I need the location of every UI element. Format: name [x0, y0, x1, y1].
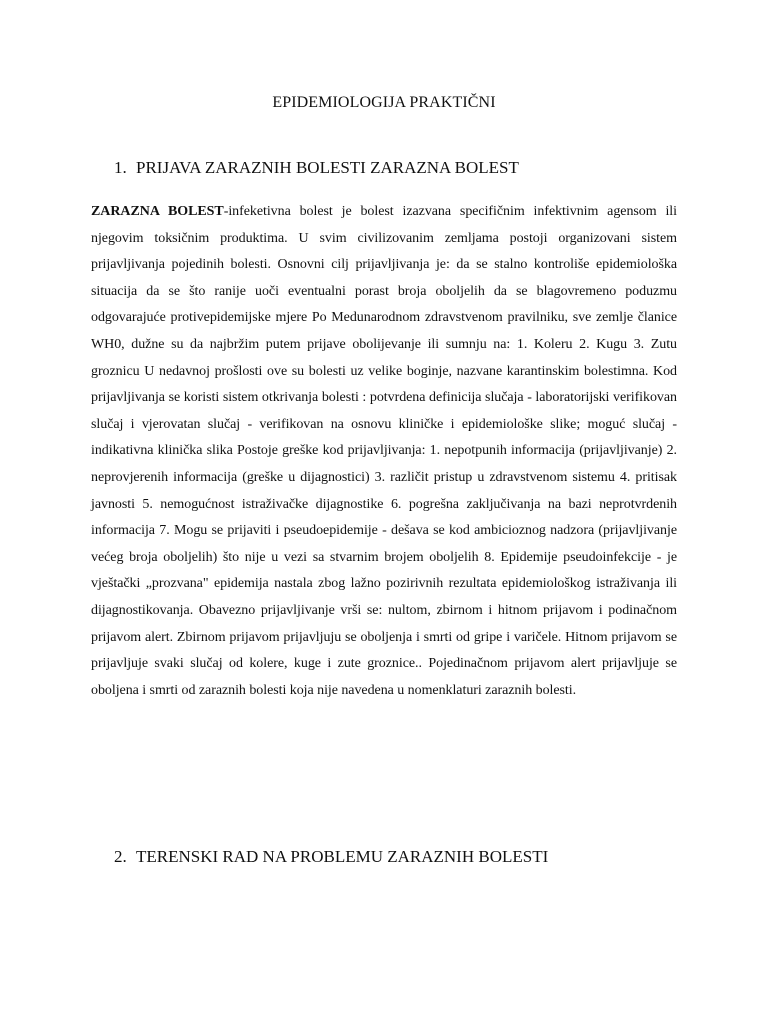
section-heading-2-text: TERENSKI RAD NA PROBLEMU ZARAZNIH BOLESTI — [136, 847, 549, 866]
lead-term: ZARAZNA BOLEST — [91, 204, 224, 219]
section-number-1: 1. — [114, 158, 127, 177]
section-heading-1 — [114, 158, 519, 178]
section-heading-1-text: PRIJAVA ZARAZNIH BOLESTI ZARAZNA BOLEST — [136, 158, 519, 177]
section-heading-2 — [114, 847, 548, 867]
section-number-2: 2. — [114, 847, 127, 866]
section-1-body-text: -infeketivna bolest je bolest izazvana specifičnim infektivnim agensom ili njegovim toksičnim produktima. U svim civilizovanim zemljama postoji organizovani sistem prijavljivanja pojedinih bolesti. Osnovni cilj prijavljivanja je: da se stalno kontroliše epidemiološka situacija da se što ranije uoči eventualni porast broja oboljelih da se blagovremeno poduzmu odgovarajuće protivepidemijske mjere Po Medunarodnom zdravstvenom pravilniku, sve zemlje članice WH0, dužne su da najbržim putem prijave obolijevanje ili sumnju na: 1. Koleru 2. Kugu 3. Zutu groznicu U nedavnoj prošlosti ove su bolesti uz velike boginje, nazvane karantinskim bolestimna. Kod prijavljivanja se koristi sistem otkrivanja bolesti : potvrdena definicija slučaja - laboratorijski verifikovan slučaj i vjerovatan slučaj - verifikovan na osnovu kliničke i epidemiološke slike; moguć slučaj - indikativna klinička slika Postoje greške kod prijavljivanja: 1. nepotpunih informacija (prijavljivanje) 2. neprovjerenih informacija (greške u dijagnostici) 3. različit pristup u zdravstvenom sistemu 4. pritisak javnosti 5. nemogućnost istraživačke dijagnostike 6. pogrešna zaključivanja na bazi neprotvrdenih informacija 7. Mogu se prijaviti i pseudoepidemije - dešava se kod ambicioznog nadzora (prijavljivanje većeg broja oboljelih) što nije u vezi sa stvarnim brojem oboljelih 8. Epidemije pseudoinfekcije - je vještački „prozvana" epidemija nastala zbog lažno pozirivnih rezultata epidemiološkog istraživanja ili dijagnostikovanja. Obavezno prijavljivanje vrši se: nultom, zbirnom i hitnom prijavom i podinačnom prijavom alert. Zbirnom prijavom prijavljuju se oboljenja i smrti od gripe i varičele. Hitnom prijavom se prijavljuje svaki slučaj od kolere, kuge i zute groznice.. Pojedinačnom prijavom alert prijavljuje se oboljena i smrti od zaraznih bolesti koja nije navedena u nomenklaturi zaraznih bolesti. — [91, 204, 677, 698]
document-title: EPIDEMIOLOGIJA PRAKTIČNI — [272, 94, 496, 111]
section-1-paragraph — [91, 199, 677, 704]
